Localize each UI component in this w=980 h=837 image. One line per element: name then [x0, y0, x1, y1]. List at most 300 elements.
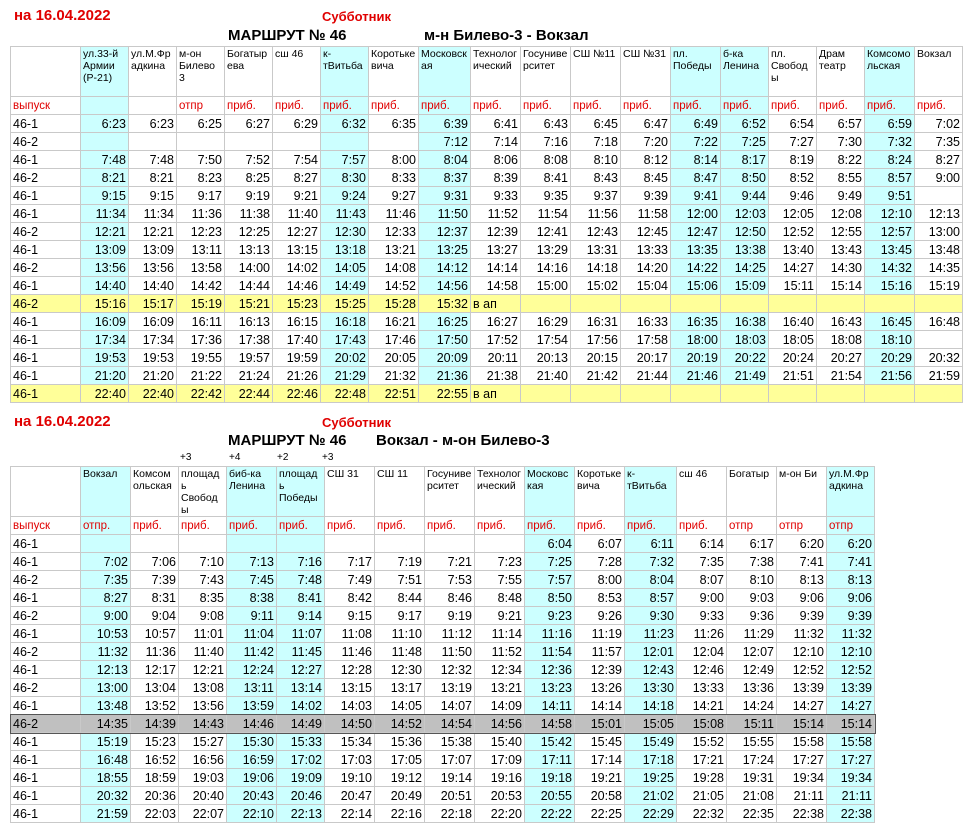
- trip-row: [11, 115, 963, 133]
- stop-time: 21:38: [471, 367, 521, 385]
- stop-time: 15:01: [575, 715, 625, 733]
- stop-time: 13:13: [225, 241, 273, 259]
- stop-time: 9:39: [777, 607, 827, 625]
- arrival-type: приб.: [227, 517, 277, 535]
- stop-time: 11:48: [375, 643, 425, 661]
- stop-time: 19:55: [177, 349, 225, 367]
- release-code: 46-2: [11, 607, 81, 625]
- stop-time: 22:25: [575, 805, 625, 823]
- stop-time: 20:27: [817, 349, 865, 367]
- stop-time: 14:42: [177, 277, 225, 295]
- stop-time: 19:09: [277, 769, 325, 787]
- stop-time: 9:44: [721, 187, 769, 205]
- stop-time: 18:00: [671, 331, 721, 349]
- trip-row: [11, 331, 963, 349]
- arrival-type: приб.: [769, 97, 817, 115]
- stop-time: 13:26: [575, 679, 625, 697]
- trip-row: [11, 571, 875, 589]
- stop-time: 8:50: [721, 169, 769, 187]
- arrival-type: приб.: [131, 517, 179, 535]
- stop-time: 11:52: [471, 205, 521, 223]
- stop-name: Комсомольская: [131, 467, 179, 517]
- stop-time: 20:24: [769, 349, 817, 367]
- stop-time: 15:38: [425, 733, 475, 751]
- stop-time: 11:40: [179, 643, 227, 661]
- stop-time: 8:24: [865, 151, 915, 169]
- stop-time: 14:54: [425, 715, 475, 733]
- stop-time: 8:45: [621, 169, 671, 187]
- stop-time: 14:05: [321, 259, 369, 277]
- sheet-date: на 16.04.2022: [14, 7, 111, 24]
- stop-time: 10:57: [131, 625, 179, 643]
- stop-time: 17:58: [621, 331, 671, 349]
- stop-time: 15:16: [865, 277, 915, 295]
- release-code: 46-1: [11, 349, 81, 367]
- stop-time: 12:33: [369, 223, 419, 241]
- stop-name: м-он Билево 3: [177, 47, 225, 97]
- stop-time: 12:17: [131, 661, 179, 679]
- stop-time: 13:39: [827, 679, 875, 697]
- trip-row: [11, 679, 875, 697]
- stop-time: 22:18: [425, 805, 475, 823]
- stop-time: 21:54: [817, 367, 865, 385]
- stop-time: 15:52: [677, 733, 727, 751]
- stop-time: 7:30: [817, 133, 865, 151]
- stop-name: СШ 11: [375, 467, 425, 517]
- stop-time: 11:54: [525, 643, 575, 661]
- stop-time: 7:51: [375, 571, 425, 589]
- stop-time: 14:09: [475, 697, 525, 715]
- stop-time: 11:46: [325, 643, 375, 661]
- stop-time: 11:42: [227, 643, 277, 661]
- stop-time: 7:23: [475, 553, 525, 571]
- stop-time: 9:00: [677, 589, 727, 607]
- stop-time: 7:25: [721, 133, 769, 151]
- stop-time: 18:05: [769, 331, 817, 349]
- stop-time: [621, 295, 671, 313]
- route-direction: м-н Билево-3 - Вокзал: [424, 27, 589, 44]
- stop-time: 14:02: [277, 697, 325, 715]
- stop-time: 8:21: [81, 169, 129, 187]
- stop-time: 21:24: [225, 367, 273, 385]
- stop-time: 14:44: [225, 277, 273, 295]
- stop-time: 15:14: [817, 277, 865, 295]
- arrival-type: приб.: [425, 517, 475, 535]
- arrival-type: приб.: [325, 517, 375, 535]
- route-title: МАРШРУТ № 46: [228, 432, 347, 449]
- stop-time: 12:27: [277, 661, 325, 679]
- trip-row: [11, 769, 875, 787]
- stop-time: 6:59: [865, 115, 915, 133]
- stop-time: 15:08: [677, 715, 727, 733]
- stop-time: 6:25: [177, 115, 225, 133]
- stop-time: 21:40: [521, 367, 571, 385]
- stop-time: 15:23: [273, 295, 321, 313]
- stop-time: 14:52: [375, 715, 425, 733]
- stop-time: 14:03: [325, 697, 375, 715]
- stop-time: [369, 133, 419, 151]
- stop-time: 22:35: [727, 805, 777, 823]
- release-code: 46-1: [11, 367, 81, 385]
- stop-time: 9:39: [827, 607, 875, 625]
- trip-row: [11, 169, 963, 187]
- stop-time: в ап: [471, 295, 521, 313]
- stop-time: 16:29: [521, 313, 571, 331]
- arrival-type: приб.: [225, 97, 273, 115]
- stop-time: 9:15: [129, 187, 177, 205]
- stop-time: 8:17: [721, 151, 769, 169]
- stop-time: 17:21: [677, 751, 727, 769]
- stop-time: 13:59: [227, 697, 277, 715]
- stop-time: 13:35: [671, 241, 721, 259]
- release-code: 46-2: [11, 169, 81, 187]
- stop-time: 8:27: [273, 169, 321, 187]
- stop-time: 7:22: [671, 133, 721, 151]
- stop-time: 16:09: [81, 313, 129, 331]
- stop-time: 14:58: [471, 277, 521, 295]
- arrival-type: приб.: [375, 517, 425, 535]
- stop-time: 14:30: [817, 259, 865, 277]
- stop-time: 11:34: [81, 205, 129, 223]
- trip-row: [11, 589, 875, 607]
- offset-label: +3: [180, 452, 192, 463]
- stop-time: 9:17: [375, 607, 425, 625]
- arrival-type: приб.: [915, 97, 963, 115]
- arrival-type: приб.: [621, 97, 671, 115]
- stop-time: 6:04: [525, 535, 575, 553]
- trip-row: [11, 715, 875, 733]
- arrival-type: [129, 97, 177, 115]
- stop-time: 21:29: [321, 367, 369, 385]
- stop-time: 20:13: [521, 349, 571, 367]
- stop-time: [475, 535, 525, 553]
- stop-time: 14:56: [475, 715, 525, 733]
- stop-time: 7:02: [915, 115, 963, 133]
- stop-time: 8:25: [225, 169, 273, 187]
- stop-time: 14:56: [419, 277, 471, 295]
- stop-time: 13:33: [677, 679, 727, 697]
- stop-time: 9:21: [475, 607, 525, 625]
- stop-time: 13:11: [177, 241, 225, 259]
- stop-time: 16:25: [419, 313, 471, 331]
- stop-time: 8:12: [621, 151, 671, 169]
- stop-name: Технологический: [471, 47, 521, 97]
- stop-time: 21:02: [625, 787, 677, 805]
- trip-row: [11, 661, 875, 679]
- stop-time: 20:36: [131, 787, 179, 805]
- stop-time: 12:52: [827, 661, 875, 679]
- stop-time: 14:35: [81, 715, 131, 733]
- stop-time: 12:13: [915, 205, 963, 223]
- stop-time: 8:44: [375, 589, 425, 607]
- sheet-date: на 16.04.2022: [14, 413, 111, 430]
- stop-time: 14:58: [525, 715, 575, 733]
- stop-time: 9:37: [571, 187, 621, 205]
- stop-time: 6:54: [769, 115, 817, 133]
- stop-time: 13:43: [817, 241, 865, 259]
- stop-time: 8:38: [227, 589, 277, 607]
- trip-row: [11, 223, 963, 241]
- stop-time: 9:08: [179, 607, 227, 625]
- stop-time: 9:51: [865, 187, 915, 205]
- stop-time: 6:20: [827, 535, 875, 553]
- trip-row: [11, 241, 963, 259]
- arrival-type: приб.: [321, 97, 369, 115]
- stop-time: 15:45: [575, 733, 625, 751]
- stop-time: 15:32: [419, 295, 471, 313]
- stop-time: 11:19: [575, 625, 625, 643]
- release-label: выпуск: [11, 97, 81, 115]
- stop-time: 20:11: [471, 349, 521, 367]
- stop-time: 15:40: [475, 733, 525, 751]
- stop-time: 9:15: [325, 607, 375, 625]
- stop-time: 7:35: [915, 133, 963, 151]
- stop-time: 13:56: [179, 697, 227, 715]
- stop-time: 6:11: [625, 535, 677, 553]
- arrival-type: приб.: [625, 517, 677, 535]
- stop-time: 15:17: [129, 295, 177, 313]
- stop-time: 8:10: [571, 151, 621, 169]
- stop-time: 21:49: [721, 367, 769, 385]
- stop-time: 13:17: [375, 679, 425, 697]
- stop-time: 8:41: [277, 589, 325, 607]
- stop-time: 22:03: [131, 805, 179, 823]
- stop-time: 11:26: [677, 625, 727, 643]
- stop-time: [817, 385, 865, 403]
- stop-time: 15:49: [625, 733, 677, 751]
- stop-time: 7:50: [177, 151, 225, 169]
- stop-time: 12:41: [521, 223, 571, 241]
- trip-row: [11, 553, 875, 571]
- stop-time: 14:08: [369, 259, 419, 277]
- stop-time: 7:39: [131, 571, 179, 589]
- stop-time: 16:56: [179, 751, 227, 769]
- stop-name: Московская: [419, 47, 471, 97]
- stop-time: 9:27: [369, 187, 419, 205]
- stop-time: 9:41: [671, 187, 721, 205]
- stop-time: [131, 535, 179, 553]
- stop-time: 13:39: [777, 679, 827, 697]
- stop-time: 15:14: [777, 715, 827, 733]
- stop-time: 12:10: [827, 643, 875, 661]
- stop-time: 13:08: [179, 679, 227, 697]
- offset-label: +4: [229, 452, 241, 463]
- stop-time: 8:37: [419, 169, 471, 187]
- trip-row: [11, 643, 875, 661]
- arrival-type: приб.: [277, 517, 325, 535]
- stop-time: 8:06: [471, 151, 521, 169]
- stop-time: 15:33: [277, 733, 325, 751]
- stop-time: 21:08: [727, 787, 777, 805]
- stop-time: 15:16: [81, 295, 129, 313]
- route-direction: Вокзал - м-он Билево-3: [376, 432, 550, 449]
- stop-time: 16:45: [865, 313, 915, 331]
- stop-time: 20:22: [721, 349, 769, 367]
- stop-time: 7:17: [325, 553, 375, 571]
- stop-time: 17:14: [575, 751, 625, 769]
- stop-time: 7:20: [621, 133, 671, 151]
- stop-time: 14:46: [227, 715, 277, 733]
- stop-time: 7:14: [471, 133, 521, 151]
- stop-time: 12:39: [575, 661, 625, 679]
- stop-time: 8:19: [769, 151, 817, 169]
- stop-time: 20:05: [369, 349, 419, 367]
- stop-time: 13:09: [129, 241, 177, 259]
- stop-time: 22:32: [677, 805, 727, 823]
- stop-time: 16:48: [81, 751, 131, 769]
- stop-time: 6:35: [369, 115, 419, 133]
- stop-time: 7:35: [81, 571, 131, 589]
- stop-time: 12:55: [817, 223, 865, 241]
- stop-name: к-тВитьба: [321, 47, 369, 97]
- stop-time: 12:43: [571, 223, 621, 241]
- stop-time: [325, 535, 375, 553]
- stop-time: 7:21: [425, 553, 475, 571]
- stop-time: [179, 535, 227, 553]
- stop-time: 8:47: [671, 169, 721, 187]
- stop-time: 19:16: [475, 769, 525, 787]
- stop-time: 17:11: [525, 751, 575, 769]
- stop-time: 16:38: [721, 313, 769, 331]
- stop-time: 9:39: [621, 187, 671, 205]
- stop-time: 8:04: [625, 571, 677, 589]
- stop-time: 9:19: [225, 187, 273, 205]
- stop-time: [817, 295, 865, 313]
- stop-time: 14:35: [915, 259, 963, 277]
- stop-time: 13:15: [325, 679, 375, 697]
- arrival-type-row: [11, 97, 963, 115]
- stop-time: 20:58: [575, 787, 625, 805]
- stop-time: 9:49: [817, 187, 865, 205]
- stop-time: [81, 133, 129, 151]
- stop-time: 21:51: [769, 367, 817, 385]
- stop-time: 6:32: [321, 115, 369, 133]
- release-code: 46-1: [11, 277, 81, 295]
- trip-row: [11, 625, 875, 643]
- stop-time: 9:35: [521, 187, 571, 205]
- stop-time: 9:24: [321, 187, 369, 205]
- stop-time: 8:42: [325, 589, 375, 607]
- stop-name: ул.М.Фрадкина: [129, 47, 177, 97]
- trip-row: [11, 313, 963, 331]
- stop-time: 21:59: [81, 805, 131, 823]
- stop-time: 8:31: [131, 589, 179, 607]
- stop-time: [721, 295, 769, 313]
- trip-row: [11, 349, 963, 367]
- arrival-type: [81, 97, 129, 115]
- release-code: 46-2: [11, 715, 81, 733]
- stop-time: 7:53: [425, 571, 475, 589]
- stop-time: 7:16: [521, 133, 571, 151]
- stop-name: Богатыр: [727, 467, 777, 517]
- stop-time: 16:35: [671, 313, 721, 331]
- release-code: 46-1: [11, 589, 81, 607]
- stop-time: 14:07: [425, 697, 475, 715]
- stop-time: 14:18: [625, 697, 677, 715]
- stop-time: 8:08: [521, 151, 571, 169]
- stop-time: 15:34: [325, 733, 375, 751]
- stop-time: 9:17: [177, 187, 225, 205]
- stop-time: 12:13: [81, 661, 131, 679]
- arrival-type-row: [11, 517, 875, 535]
- stop-name: Госуниверситет: [425, 467, 475, 517]
- stop-time: 21:11: [827, 787, 875, 805]
- stop-time: 21:44: [621, 367, 671, 385]
- stop-time: 20:51: [425, 787, 475, 805]
- stop-time: 12:36: [525, 661, 575, 679]
- arrival-type: приб.: [419, 97, 471, 115]
- timetable-forward: [10, 46, 963, 403]
- stop-time: 20:29: [865, 349, 915, 367]
- stop-time: 8:50: [525, 589, 575, 607]
- stop-time: 14:49: [321, 277, 369, 295]
- stop-time: 17:07: [425, 751, 475, 769]
- stop-time: 19:59: [273, 349, 321, 367]
- stop-time: 19:53: [129, 349, 177, 367]
- stop-time: 15:19: [915, 277, 963, 295]
- stop-time: 8:10: [727, 571, 777, 589]
- stop-time: 6:07: [575, 535, 625, 553]
- stop-time: 8:21: [129, 169, 177, 187]
- trip-row: [11, 295, 963, 313]
- stop-time: 15:06: [671, 277, 721, 295]
- stop-time: 12:25: [225, 223, 273, 241]
- timetable-return: [10, 466, 875, 823]
- stop-time: 9:15: [81, 187, 129, 205]
- release-code: 46-1: [11, 313, 81, 331]
- stop-time: 19:57: [225, 349, 273, 367]
- stop-time: 12:27: [273, 223, 321, 241]
- stop-time: [521, 295, 571, 313]
- stop-time: 15:09: [721, 277, 769, 295]
- stop-time: 12:07: [727, 643, 777, 661]
- header-corner: [11, 467, 81, 517]
- stop-time: 12:28: [325, 661, 375, 679]
- stop-name: Технологический: [475, 467, 525, 517]
- stop-time: 13:04: [131, 679, 179, 697]
- stop-time: 14:20: [621, 259, 671, 277]
- stop-time: 16:21: [369, 313, 419, 331]
- stop-time: 14:05: [375, 697, 425, 715]
- stop-time: 9:21: [273, 187, 321, 205]
- stop-time: 13:00: [81, 679, 131, 697]
- stop-name: СШ №31: [621, 47, 671, 97]
- stop-time: 19:21: [575, 769, 625, 787]
- arrival-type: приб.: [677, 517, 727, 535]
- stop-time: 12:47: [671, 223, 721, 241]
- stop-time: [865, 295, 915, 313]
- trip-row: [11, 733, 875, 751]
- stop-time: 7:54: [273, 151, 321, 169]
- stop-time: 8:13: [827, 571, 875, 589]
- stop-time: 22:10: [227, 805, 277, 823]
- stop-name: ул.33-й Армии (Р-21): [81, 47, 129, 97]
- stop-time: 22:13: [277, 805, 325, 823]
- stop-time: [425, 535, 475, 553]
- stop-time: 9:00: [81, 607, 131, 625]
- stop-time: 7:48: [81, 151, 129, 169]
- stop-time: 6:47: [621, 115, 671, 133]
- stop-time: 15:21: [225, 295, 273, 313]
- stop-time: 19:18: [525, 769, 575, 787]
- stop-time: 14:27: [769, 259, 817, 277]
- stop-time: 12:30: [321, 223, 369, 241]
- stop-time: 9:06: [827, 589, 875, 607]
- arrival-type: отпр: [177, 97, 225, 115]
- stop-time: 11:14: [475, 625, 525, 643]
- release-code: 46-1: [11, 769, 81, 787]
- stop-time: 7:38: [727, 553, 777, 571]
